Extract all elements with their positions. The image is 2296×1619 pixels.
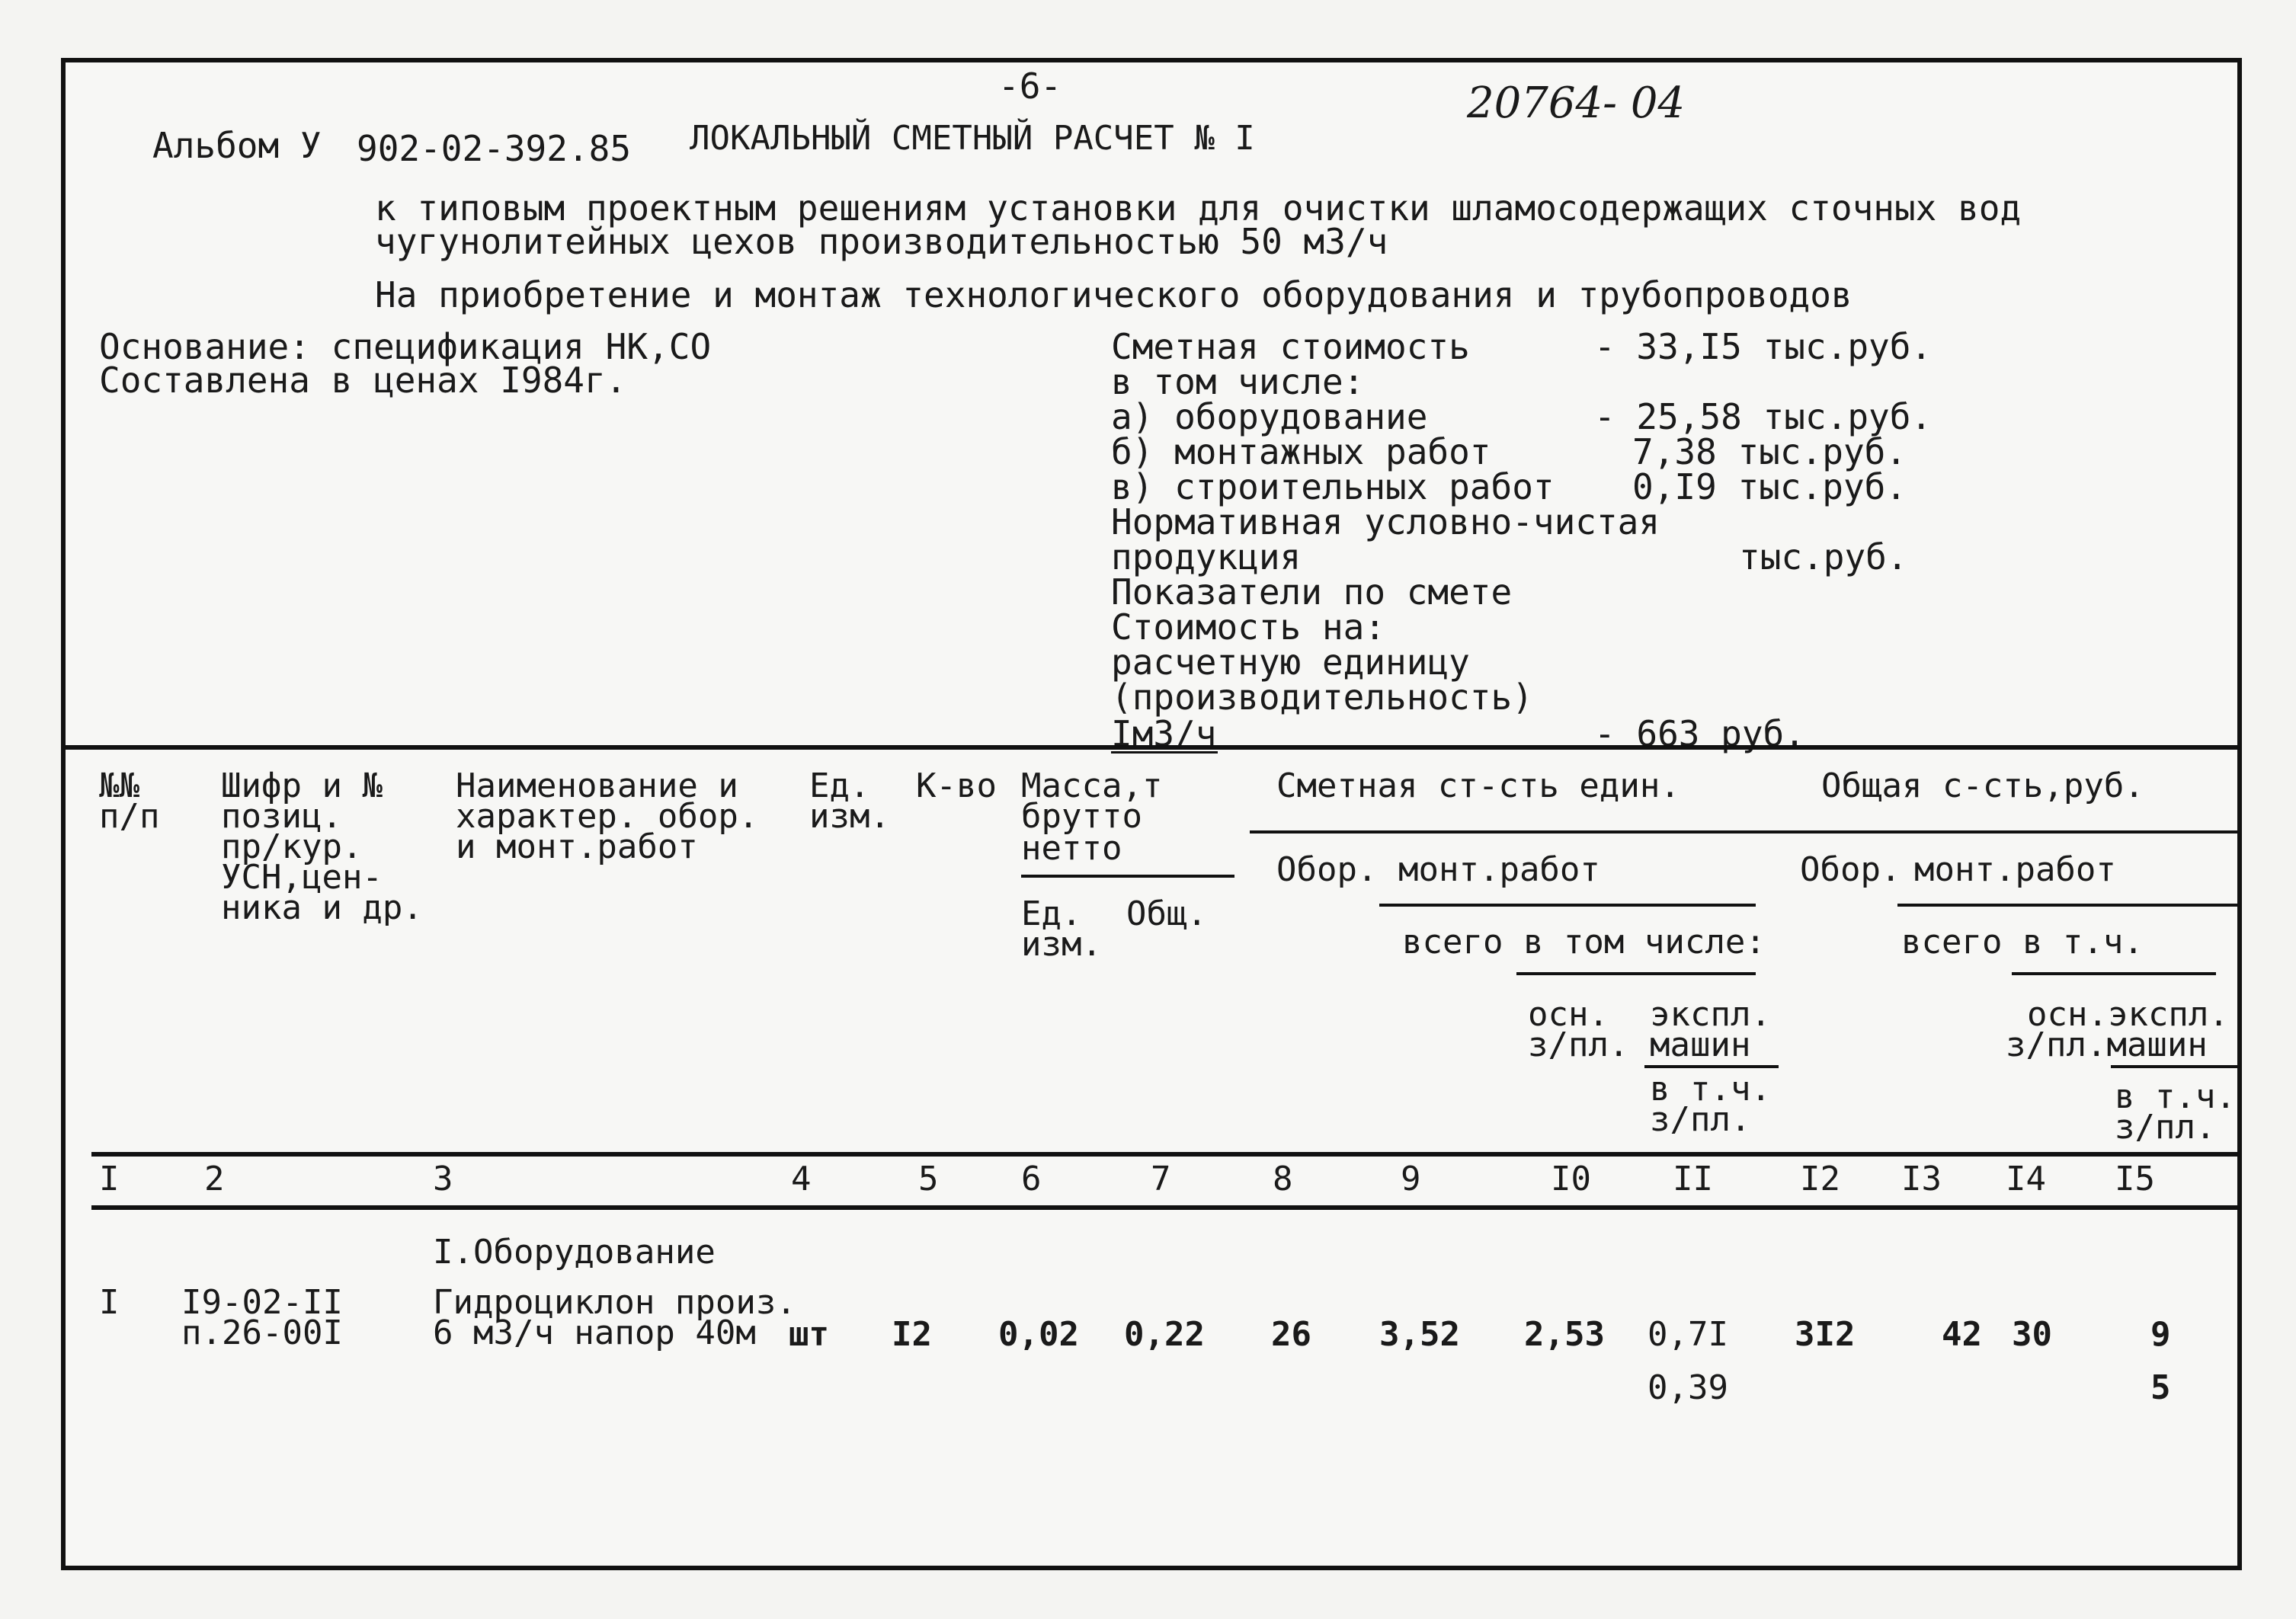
col-number: 3 [433,1160,453,1198]
col5-header: К-во [916,766,997,805]
row-name-line-1: Гидроциклон произ. [433,1283,796,1322]
unit-install-header: монт.работ [1398,850,1600,889]
col-number: I4 [2006,1160,2046,1198]
col-number: 2 [204,1160,225,1198]
unit-equip-header: Обор. [1276,850,1378,889]
row-code-line-2: п.26-00I [181,1313,343,1352]
machines-header-line-2: машин [1650,1025,1751,1064]
equipment-value: - 25,58 тыс.руб. [1594,396,1933,437]
incl-wage-line-2: з/пл. [1650,1100,1751,1139]
col-number: I [99,1160,120,1198]
col3-header-line-3: и монт.работ [456,827,698,866]
row-install-total: 3,52 [1379,1315,1460,1354]
basis-line-1: Основание: спецификация НК,СО [99,326,712,367]
total-install-header: монт.работ [1914,850,2116,889]
construction-label: в) строительных работ [1111,466,1555,507]
unit-underline [1111,751,1218,754]
machines-header-line-1: экспл. [1650,995,1771,1034]
total-install-rule [1897,904,2237,907]
indicators-label: Показатели по смете [1111,571,1513,613]
unit-label: расчетную единицу [1111,642,1470,683]
row-qty: I2 [892,1315,932,1354]
col-number: I3 [1901,1160,1942,1198]
machines-rule [1644,1065,1779,1068]
col2-header-line-3: пр/кур. [221,827,363,866]
album-code: 902-02-392.85 [357,128,632,169]
section-title: I.Оборудование [433,1233,716,1272]
col3-header-line-2: характер. обор. [456,797,759,836]
col-number: 4 [791,1160,812,1198]
incl-wage-line-1: в т.ч. [1650,1070,1771,1109]
base-wage-header-line-2: з/пл. [1528,1025,1629,1064]
col1-header-line-1: №№ [99,766,139,805]
npp-label-1: Нормативная условно-чистая [1111,501,1660,542]
total-tch-header: всего в т.ч. [1901,923,2144,961]
including-label: в том числе: [1111,361,1365,402]
cost-label: Сметная стоимость [1111,326,1470,367]
unit: Iм3/ч [1111,713,1217,754]
col-number: 6 [1021,1160,1042,1198]
row-unit: шт [789,1315,829,1354]
mass-unit-line-1: Ед. [1021,894,1082,933]
row-name-line-2: 6 м3/ч напор 40м [433,1313,756,1352]
row-num: I [99,1283,120,1322]
colnum-bottom-rule [91,1205,2237,1210]
row-base-wage-total: 30 [2012,1315,2052,1354]
col-number: I2 [1800,1160,1840,1198]
equipment-label: а) оборудование [1111,396,1428,437]
productivity-label: (производительность) [1111,677,1533,718]
unit-value: - 663 руб. [1594,713,1805,754]
col-number: 5 [918,1160,939,1198]
r-basewage-machines-line-1: осн.экспл. [2027,995,2229,1034]
r-machines-rule [2111,1065,2237,1068]
row-install-all: 42 [1942,1315,1982,1354]
col3-header-line-1: Наименование и [456,766,738,805]
row-machines: 0,7I [1648,1315,1728,1354]
col-number: 7 [1151,1160,1171,1198]
unit-total-incl-header: всего в том числе: [1402,923,1766,961]
row-mass-unit: 0,02 [998,1315,1079,1354]
row-mass-total: 0,22 [1124,1315,1205,1354]
col4-header-line-1: Ед. [809,766,870,805]
unit-install-rule [1379,904,1756,907]
install-label: б) монтажных работ [1111,431,1491,472]
document-title: ЛОКАЛЬНЫЙ СМЕТНЫЙ РАСЧЕТ № I [690,119,1255,158]
npp-value: тыс.руб. [1739,536,1908,578]
r-incl-wage-line-1: в т.ч. [2115,1077,2236,1116]
basis-line-2: Составлена в ценах I984г. [99,360,627,401]
col-number: 9 [1401,1160,1421,1198]
construction-value: 0,I9 тыс.руб. [1632,466,1907,507]
total-tch-rule [2012,972,2216,975]
table-top-rule [66,745,2237,750]
col-number: I0 [1551,1160,1591,1198]
npp-label-2: продукция [1111,536,1302,578]
mass-unit-line-2: изм. [1021,925,1102,964]
mass-total: Общ. [1126,894,1207,933]
total-equip-header: Обор. [1800,850,1901,889]
row-machines-wage: 0,39 [1648,1368,1728,1407]
col1-header-line-2: п/п [99,797,160,836]
mass-header-line-1: Масса,т [1021,766,1163,805]
col4-header-line-2: изм. [809,797,890,836]
col-number: I5 [2115,1160,2155,1198]
col2-header-line-1: Шифр и № [221,766,383,805]
row-machines-wage-total: 5 [2150,1368,2171,1407]
col-number: II [1673,1160,1713,1198]
page-number: -6- [998,66,1062,107]
install-value: 7,38 тыс.руб. [1632,431,1907,472]
unit-incl-rule [1516,972,1756,975]
mass-netto: нетто [1021,829,1122,868]
mass-netto-rule [1021,875,1234,878]
row-machines-total: 9 [2150,1315,2171,1354]
base-wage-header-line-1: осн. [1528,995,1609,1034]
mass-header-line-2: брутто [1021,797,1142,836]
cost-value: - 33,I5 тыс.руб. [1594,326,1933,367]
colnum-top-rule [91,1152,2237,1157]
handwritten-code: 20764- 04 [1467,78,1686,128]
row-equip-unit: 26 [1271,1315,1311,1354]
col-number: 8 [1273,1160,1293,1198]
r-basewage-machines-line-2: з/пл.машин [2006,1025,2208,1064]
r-incl-wage-line-2: з/пл. [2115,1108,2216,1147]
subtitle-line-1: к типовым проектным решениям установки для очистки шламосодержащих сточных вод [375,187,2022,229]
total-cost-header: Общая с-сть,руб. [1821,766,2144,805]
album-label: Альбом У [152,125,322,166]
cost-per-label: Стоимость на: [1111,606,1386,648]
cost-header-rule [1250,830,2237,833]
subtitle-line-2: чугунолитейных цехов производительностью 50 м3/ч [375,221,1388,262]
row-code-line-1: I9-02-II [181,1283,343,1322]
col2-header-line-2: позиц. [221,797,342,836]
col2-header-line-5: ника и др. [221,888,423,927]
row-equip-total: 3I2 [1795,1315,1856,1354]
col2-header-line-4: УСН,цен- [221,858,383,897]
row-base-wage: 2,53 [1524,1315,1605,1354]
unit-cost-header: Сметная ст-сть един. [1276,766,1680,805]
purpose-line: На приобретение и монтаж технологического оборудования и трубопроводов [375,274,1852,315]
